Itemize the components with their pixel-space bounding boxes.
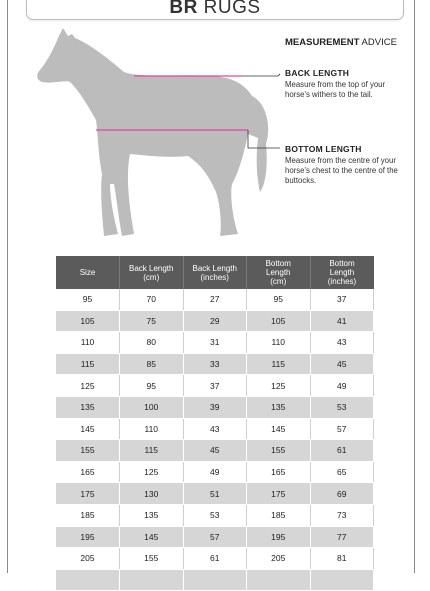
table-cell: 165 [56,461,120,483]
table-cell: 110 [120,418,184,440]
table-cell: 51 [183,483,247,505]
table-row [56,569,374,591]
table-cell: 195 [56,526,120,548]
table-cell: 45 [310,353,374,375]
page-border-right [414,0,415,573]
table-cell: 80 [120,332,184,354]
table-row [56,526,374,548]
column-header-line: Length [266,268,291,277]
table-cell: 39 [183,396,247,418]
column-header-line: Bottom [265,259,291,268]
table-row [56,353,374,375]
table-cell: 73 [310,504,374,526]
table-row [56,461,374,483]
table-cell: 81 [310,548,374,570]
table-cell: 43 [183,418,247,440]
table-cell: 175 [56,483,120,505]
table-cell: 95 [120,375,184,397]
table-row [56,418,374,440]
table-cell: 195 [247,526,311,548]
table-cell: 53 [183,504,247,526]
table-cell: 155 [56,440,120,462]
table-cell: 61 [183,548,247,570]
page-border-left [7,0,8,573]
header-banner [26,0,404,20]
table-cell: 57 [310,418,374,440]
column-header [183,256,247,289]
column-header-line: Bottom [329,259,355,268]
advice-rest: ADVICE [359,37,397,48]
table-cell: 165 [247,461,311,483]
table-cell [183,569,247,591]
table-cell: 145 [56,418,120,440]
table-cell: 145 [247,418,311,440]
horse-silhouette [37,28,268,236]
table-row [56,375,374,397]
table-cell: 85 [120,353,184,375]
table-cell: 105 [247,310,311,332]
table-cell: 130 [120,483,184,505]
table-cell: 69 [310,483,374,505]
table-cell: 65 [310,461,374,483]
column-header-line: Back Length [192,263,237,273]
table-cell: 70 [120,289,184,310]
table-cell: 77 [310,526,374,548]
table-row [56,332,374,354]
table-cell: 115 [120,440,184,462]
table-row [56,310,374,332]
table-body [56,289,374,591]
table-cell: 175 [247,483,311,505]
table-cell: 125 [247,375,311,397]
table-cell: 43 [310,332,374,354]
table-cell: 135 [247,396,311,418]
table-cell: 100 [120,396,184,418]
advice-bold: MEASUREMENT [285,37,360,48]
table-cell: 205 [247,548,311,570]
back-length-description: Measure from the top of your horse's withers to the tail. [285,80,386,99]
table-cell: 185 [247,504,311,526]
table-cell: 95 [56,289,120,310]
table-row [56,396,374,418]
table-cell: 110 [247,332,311,354]
bottom-length-title: BOTTOM LENGTH [285,144,362,154]
header-title [27,0,403,19]
table-cell: 53 [310,396,374,418]
table-cell: 125 [56,375,120,397]
table-cell: 45 [183,440,247,462]
table-cell: 115 [247,353,311,375]
table-cell: 49 [310,375,374,397]
column-header-line: Size [79,268,96,277]
table-cell: 29 [183,310,247,332]
table-cell: 135 [120,504,184,526]
table-cell: 31 [183,332,247,354]
table-cell: 105 [56,310,120,332]
back-length-pointer [242,72,280,76]
measurement-advice-heading [285,37,397,48]
table-cell: 37 [183,375,247,397]
bottom-length-description: Measure from the centre of your horse's chest to the centre of the buttocks. [285,156,398,185]
horse-illustration [30,24,280,240]
column-header-line: (inches) [200,272,229,282]
header-word: RUGS [203,0,261,18]
table-cell [56,569,120,591]
column-header [120,256,184,289]
column-header-line: (inches) [327,277,357,286]
table-cell: 57 [183,526,247,548]
table-cell: 185 [56,504,120,526]
table-cell: 115 [56,353,120,375]
table-row [56,483,374,505]
table-cell: 61 [310,440,374,462]
column-header-line: (cm) [143,272,160,282]
table-cell: 33 [183,353,247,375]
bottom-length-callout [285,144,410,186]
table-cell: 145 [120,526,184,548]
table-cell: 110 [56,332,120,354]
size-chart-table [56,256,374,591]
column-header-line: Back Length [129,263,174,273]
column-header-line: (cm) [270,277,287,286]
table-row [56,440,374,462]
table-cell: 125 [120,461,184,483]
column-header-line: Length [329,268,355,277]
table-cell: 205 [56,548,120,570]
table-cell: 49 [183,461,247,483]
table-cell: 41 [310,310,374,332]
back-length-title: BACK LENGTH [285,68,350,78]
table-cell: 95 [247,289,311,310]
table-cell: 135 [56,396,120,418]
table-row [56,289,374,310]
table-cell [310,569,374,591]
column-header [310,256,374,289]
table-cell [120,569,184,591]
table-cell [247,569,311,591]
table-cell: 155 [247,440,311,462]
table-cell: 27 [183,289,247,310]
back-length-callout [285,68,410,100]
table-header-row [56,256,374,289]
column-header [247,256,311,289]
table-cell: 155 [120,548,184,570]
table-row [56,504,374,526]
table-cell: 75 [120,310,184,332]
header-brand: BR [169,0,198,18]
table-cell: 37 [310,289,374,310]
column-header [56,256,120,289]
table-row [56,548,374,570]
